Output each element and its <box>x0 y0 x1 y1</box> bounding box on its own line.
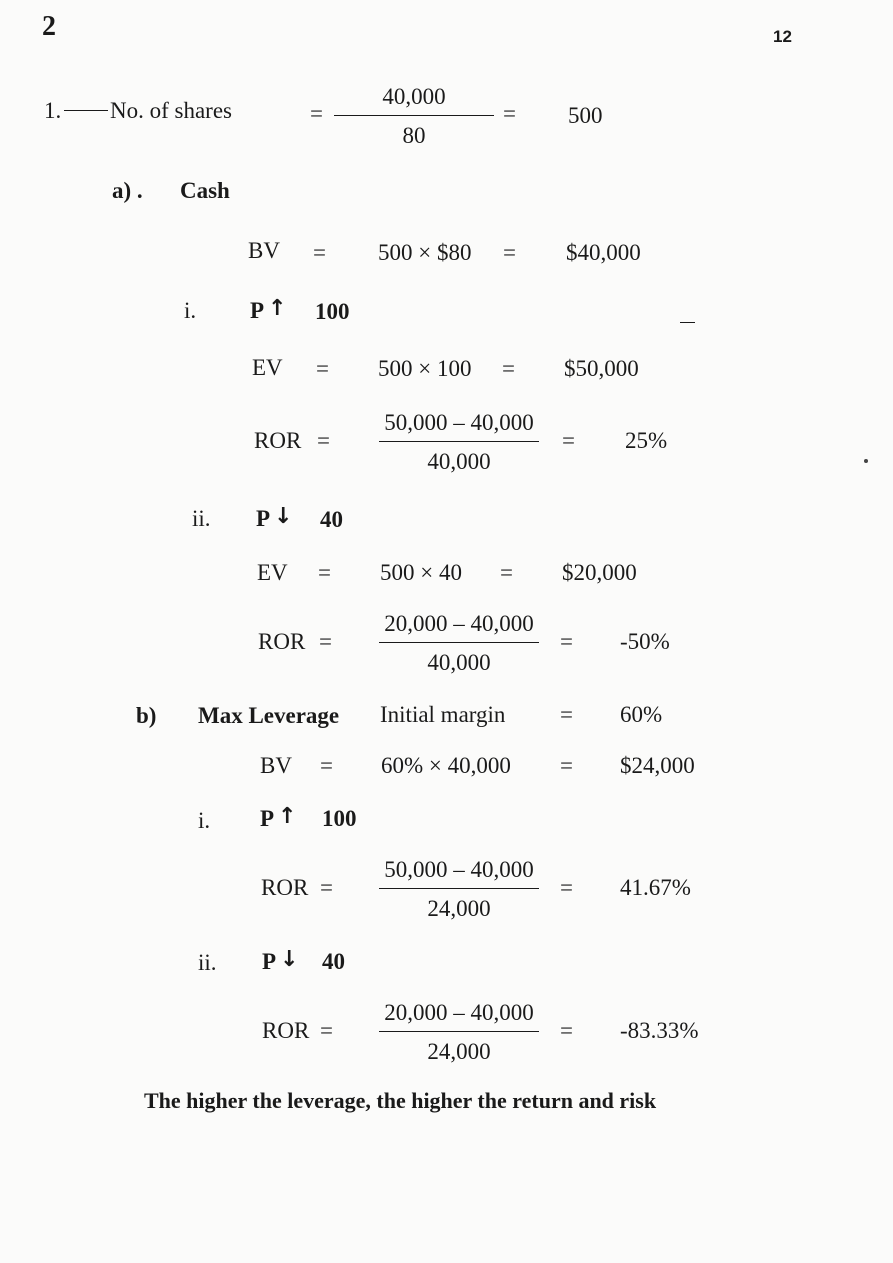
equals-sign: = <box>318 560 331 585</box>
equals-sign: = <box>310 101 323 126</box>
shares-result: 500 <box>568 103 603 128</box>
ev-expression: 500 × 40 <box>380 560 462 585</box>
ror-result: -83.33% <box>620 1018 699 1043</box>
ror-result: 41.67% <box>620 875 691 900</box>
question-number: 1. <box>44 98 62 123</box>
ev-label: EV <box>252 355 283 380</box>
equals-sign: = <box>320 1018 333 1043</box>
fraction-bar <box>379 1031 539 1032</box>
sub-i-label: i. <box>184 298 197 323</box>
initial-margin-value: 60% <box>620 702 663 727</box>
strike-line <box>64 110 108 111</box>
equals-sign: = <box>560 875 573 900</box>
part-b-label: b) <box>136 703 157 728</box>
ror-result: 25% <box>625 428 668 453</box>
price-symbol: P <box>256 506 271 531</box>
bv-expression: 500 × $80 <box>378 240 472 265</box>
equals-sign: = <box>500 560 513 585</box>
fraction-bar <box>379 888 539 889</box>
arrow-up-icon: ↑ <box>278 804 297 829</box>
fraction-numerator: 50,000 – 40,000 <box>384 410 534 435</box>
part-a-label: a) . <box>112 178 143 203</box>
fraction-numerator: 20,000 – 40,000 <box>384 1000 534 1025</box>
ev-result: $50,000 <box>564 356 639 381</box>
fraction-numerator: 50,000 – 40,000 <box>384 857 534 882</box>
price-value: 40 <box>322 949 345 974</box>
shares-fraction <box>334 84 494 149</box>
stray-dash <box>680 322 695 323</box>
part-b-title: Max Leverage <box>198 703 340 728</box>
price-symbol: P <box>260 806 275 831</box>
scan-speck <box>864 459 868 463</box>
price-value: 100 <box>315 299 350 324</box>
fraction-numerator: 20,000 – 40,000 <box>384 611 534 636</box>
equals-sign: = <box>560 1018 573 1043</box>
equals-sign: = <box>313 240 326 265</box>
sub-ii-label: ii. <box>192 506 211 531</box>
price-value: 100 <box>322 806 357 831</box>
bv-label: BV <box>248 238 280 263</box>
fraction-denominator: 24,000 <box>427 1039 491 1064</box>
ror-fraction <box>379 857 539 922</box>
price-symbol: P <box>250 298 265 323</box>
ror-label: ROR <box>262 1018 310 1043</box>
ror-label: ROR <box>258 629 306 654</box>
chapter-number: 2 <box>42 11 56 42</box>
page-number: 12 <box>773 27 792 46</box>
equals-sign: = <box>319 629 332 654</box>
equals-sign: = <box>562 428 575 453</box>
fraction-numerator: 40,000 <box>382 84 446 109</box>
equals-sign: = <box>503 240 516 265</box>
fraction-bar <box>379 441 539 442</box>
ror-label: ROR <box>261 875 309 900</box>
equals-sign: = <box>320 875 333 900</box>
ror-fraction <box>379 1000 539 1065</box>
equals-sign: = <box>320 753 333 778</box>
bv-result: $40,000 <box>566 240 641 265</box>
ror-label: ROR <box>254 428 302 453</box>
sub-ii-label: ii. <box>198 950 217 975</box>
part-a-title: Cash <box>180 178 230 203</box>
bv-expression: 60% × 40,000 <box>381 753 511 778</box>
fraction-denominator: 24,000 <box>427 896 491 921</box>
conclusion-text: The higher the leverage, the higher the return and risk <box>144 1088 657 1113</box>
fraction-bar <box>334 115 494 116</box>
fraction-denominator: 80 <box>402 123 426 148</box>
fraction-bar <box>379 642 539 643</box>
ev-result: $20,000 <box>562 560 637 585</box>
equals-sign: = <box>560 753 573 778</box>
ror-fraction <box>379 611 539 676</box>
ror-result: -50% <box>620 629 670 654</box>
equals-sign: = <box>560 629 573 654</box>
bv-result: $24,000 <box>620 753 695 778</box>
arrow-down-icon: ↓ <box>280 947 299 972</box>
shares-label: No. of shares <box>110 98 232 123</box>
equals-sign: = <box>502 356 515 381</box>
fraction-denominator: 40,000 <box>427 449 491 474</box>
ev-label: EV <box>257 560 288 585</box>
equals-sign: = <box>503 101 516 126</box>
price-symbol: P <box>262 949 277 974</box>
arrow-down-icon: ↓ <box>274 504 293 529</box>
initial-margin-label: Initial margin <box>380 702 506 727</box>
arrow-up-icon: ↑ <box>268 296 287 321</box>
equals-sign: = <box>316 356 329 381</box>
ror-fraction <box>379 410 539 475</box>
fraction-denominator: 40,000 <box>427 650 491 675</box>
bv-label: BV <box>260 753 292 778</box>
sub-i-label: i. <box>198 808 211 833</box>
price-value: 40 <box>320 507 343 532</box>
ev-expression: 500 × 100 <box>378 356 472 381</box>
equals-sign: = <box>560 702 573 727</box>
equals-sign: = <box>317 428 330 453</box>
